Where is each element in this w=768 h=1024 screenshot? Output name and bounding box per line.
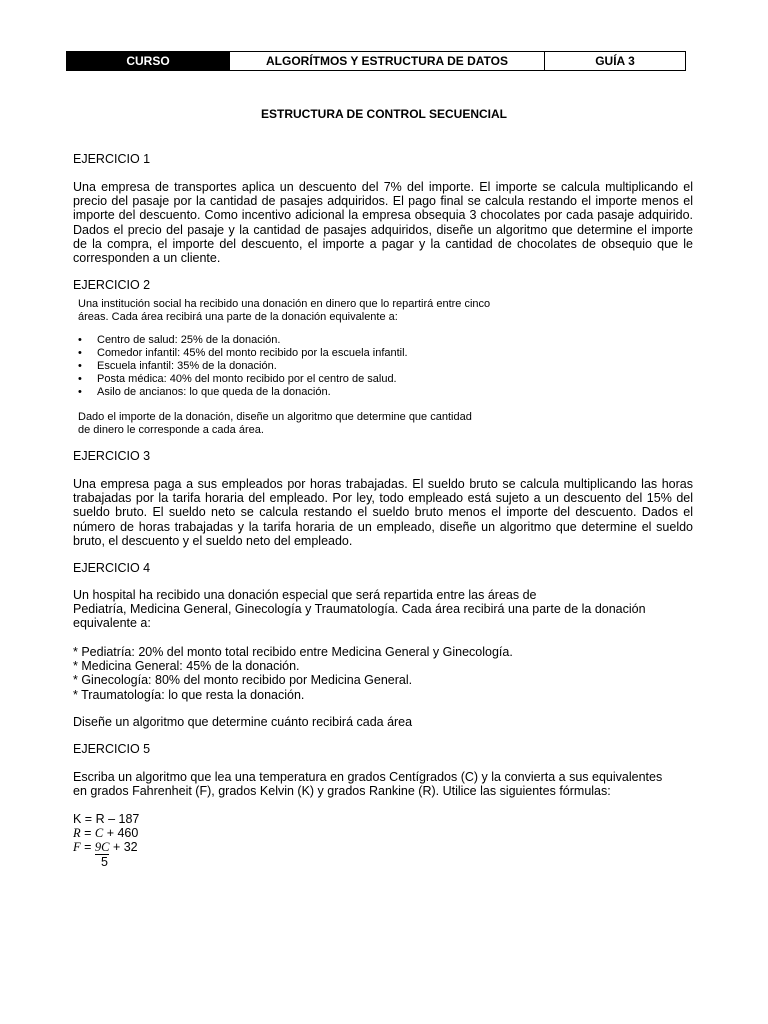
list-item: • Posta médica: 40% del monto recibido por el centro de salud.	[78, 373, 508, 386]
list-item: * Traumatología: lo que resta la donación.	[73, 687, 305, 702]
exercise-4-line-3: equivalente a:	[73, 616, 151, 631]
exercise-4-line-1: Un hospital ha recibido una donación especial que será repartida entre las áreas de	[73, 588, 537, 602]
formula-rankine	[73, 826, 139, 840]
exercise-2-closing-line-2: de dinero le corresponde a cada área.	[78, 424, 264, 436]
exercise-4-intro	[73, 588, 646, 631]
formula-rankine-eq: =	[80, 826, 95, 841]
exercise-4-closing: Diseñe un algoritmo que determine cuánto recibirá cada área	[73, 715, 413, 729]
list-item: * Pediatría: 20% del monto total recibido entre Medicina General y Ginecología.	[73, 645, 513, 659]
list-item: * Ginecología: 80% del monto recibido por Medicina General.	[73, 673, 413, 688]
exercise-5-heading: EJERCICIO 5	[73, 742, 151, 756]
formula-fahrenheit-rest: + 32	[109, 840, 138, 855]
exercise-1-heading: EJERCICIO 1	[73, 152, 151, 166]
formula-rankine-rest: + 460	[103, 826, 139, 841]
exercise-4-heading: EJERCICIO 4	[73, 561, 151, 575]
document-title: ESTRUCTURA DE CONTROL SECUENCIAL	[260, 107, 507, 121]
list-item: • Asilo de ancianos: lo que queda de la donación.	[78, 386, 508, 399]
exercise-5-intro	[73, 770, 662, 798]
list-item: • Centro de salud: 25% de la donación.	[78, 334, 508, 347]
formula-fahrenheit-lhs: F	[73, 840, 81, 855]
formula-fahrenheit-numerator: 9C	[94, 840, 110, 855]
course-label: CURSO	[67, 52, 229, 70]
list-item: • Comedor infantil: 45% del monto recibido por la escuela infantil.	[78, 347, 508, 360]
formula-fahrenheit-eq: =	[80, 840, 95, 855]
exercise-2-intro-line-2: áreas. Cada área recibirá una parte de la donación equivalente a:	[78, 311, 398, 323]
formula-rankine-lhs: R	[73, 826, 81, 841]
exercise-2-box	[78, 298, 508, 437]
list-item: • Escuela infantil: 35% de la donación.	[78, 360, 508, 373]
exercise-3-text: Una empresa paga a sus empleados por horas trabajadas. El sueldo bruto se calcula multiplicando las horas trabajadas por la tarifa horaria del empleado. Por ley, todo empleado está sujeto a un descuento del 15% del sueldo bruto. El sueldo neto se calcula restando el sueldo bruto menos el importe del descuento. Dados el número de horas trabajadas y la tarifa horaria de un empleado, diseñe un algoritmo que determine el sueldo bruto, el descuento y el sueldo neto del empleado.	[73, 477, 693, 548]
exercise-2-list	[78, 334, 508, 399]
exercise-2-heading: EJERCICIO 2	[73, 278, 151, 292]
subject-name: ALGORÍTMOS Y ESTRUCTURA DE DATOS	[229, 52, 545, 70]
formula-rankine-var: C	[94, 826, 104, 841]
exercise-4-line-2: Pediatría, Medicina General, Ginecología y Traumatología. Cada área recibirá una parte de la donación	[73, 602, 646, 617]
formula-kelvin: K = R – 187	[73, 812, 140, 826]
formulas	[73, 812, 139, 869]
exercise-5-line-1: Escriba un algoritmo que lea una temperatura en grados Centígrados (C) y la convierta a sus equivalentes	[73, 770, 663, 784]
exercise-2-intro-line-1: Una institución social ha recibido una donación en dinero que lo repartirá entre cinco	[78, 298, 491, 310]
formula-fahrenheit-denominator: 5	[101, 854, 108, 869]
list-item: * Medicina General: 45% de la donación.	[73, 659, 300, 674]
guide-number: GUÍA 3	[595, 54, 635, 68]
header-table	[66, 51, 686, 71]
exercise-3-heading: EJERCICIO 3	[73, 449, 151, 463]
exercise-5-line-2: en grados Fahrenheit (F), grados Kelvin (K) y grados Rankine (R). Utilice las siguientes fórmulas:	[73, 784, 611, 799]
formula-fahrenheit	[73, 840, 139, 854]
exercise-4-list	[73, 645, 513, 702]
exercise-2-closing-line-1: Dado el importe de la donación, diseñe un algoritmo que determine que cantidad	[78, 411, 472, 423]
exercise-1-text: Una empresa de transportes aplica un descuento del 7% del importe. El importe se calcula multiplicando el precio del pasaje por la cantidad de pasajes adquiridos. El pago final se calcula restando el importe menos el importe del descuento. Como incentivo adicional la empresa obsequia 3 chocolates por cada pasaje adquirido. Dados el precio del pasaje y la cantidad de pasajes adquiridos, diseñe un algoritmo que determine el importe de la compra, el importe del descuento, el importe a pagar y la cantidad de chocolates de obsequio que le corresponden a un cliente.	[73, 180, 693, 266]
